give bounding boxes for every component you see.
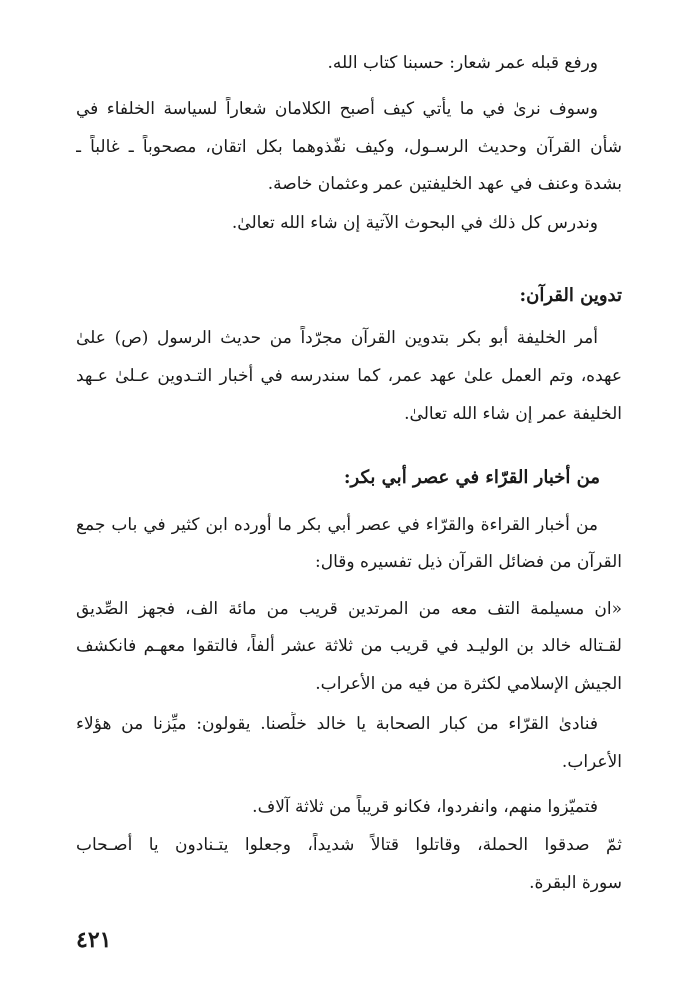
section-heading: تدوين القرآن:: [519, 285, 622, 306]
text-line: القرآن من فضائل القرآن ذيل تفسيره وقال:: [315, 552, 622, 572]
text-line: وندرس كل ذلك في البحوث الآتية إن شاء الله تعالىٰ.: [231, 213, 598, 233]
text-line: بشدة وعنف في عهد الخليفتين عمر وعثمان خاصة.: [267, 174, 622, 194]
section-heading: من أخبار القرّاء في عصر أبي بكر:: [343, 467, 600, 488]
text-line: عهده، وتم العمل علىٰ عهد عمر، كما سندرسه في أخبار التـدوين عـلىٰ عـهد: [76, 366, 622, 386]
quote-line: سورة البقرة.: [529, 873, 622, 893]
quote-line: «ان مسيلمة التف معه من المرتدين قريب من مائة الف، فجهز الصِّديق: [76, 599, 622, 619]
quote-line: الجيش الإسلامي لكثرة من فيه من الأعراب.: [315, 674, 622, 694]
quote-line: ثمّ صدقوا الحملة، وقاتلوا قتالاً شديداً، وجعلوا يتـنادون يا أصـحاب: [76, 835, 622, 855]
page-number: ٤٢١: [76, 927, 112, 953]
text-line: شأن القرآن وحديث الرسـول، وكيف نفّذوهما بكل اتقان، مصحوباً ـ غالباً ـ: [76, 137, 622, 157]
quote-line: فنادىٰ القرّاء من كبار الصحابة يا خالد خلِّصنا. يقولون: ميِّزنا من هؤلاء: [76, 714, 598, 734]
text-line: أمر الخليفة أبو بكر بتدوين القرآن مجرّداً من حديث الرسول (ص) علىٰ: [76, 328, 598, 348]
text-line: ورفع قبله عمر شعار: حسبنا كتاب الله.: [327, 53, 598, 73]
text-line: من أخبار القراءة والقرّاء في عصر أبي بكر ما أورده ابن كثير في باب جمع: [76, 515, 598, 535]
quote-line: لقـتاله خالد بن الوليـد في قريب من ثلاثة عشر ألفاً، فالتقوا معهـم فانكشف: [76, 636, 622, 656]
quote-line: فتميّزوا منهم، وانفردوا، فكانو قريباً من ثلاثة آلاف.: [252, 797, 598, 817]
text-line: وسوف نرىٰ في ما يأتي كيف أصبح الكلامان شعاراً لسياسة الخلفاء في: [76, 99, 598, 119]
text-line: الخليفة عمر إن شاء الله تعالىٰ.: [404, 404, 622, 424]
quote-line: الأعراب.: [561, 752, 622, 772]
